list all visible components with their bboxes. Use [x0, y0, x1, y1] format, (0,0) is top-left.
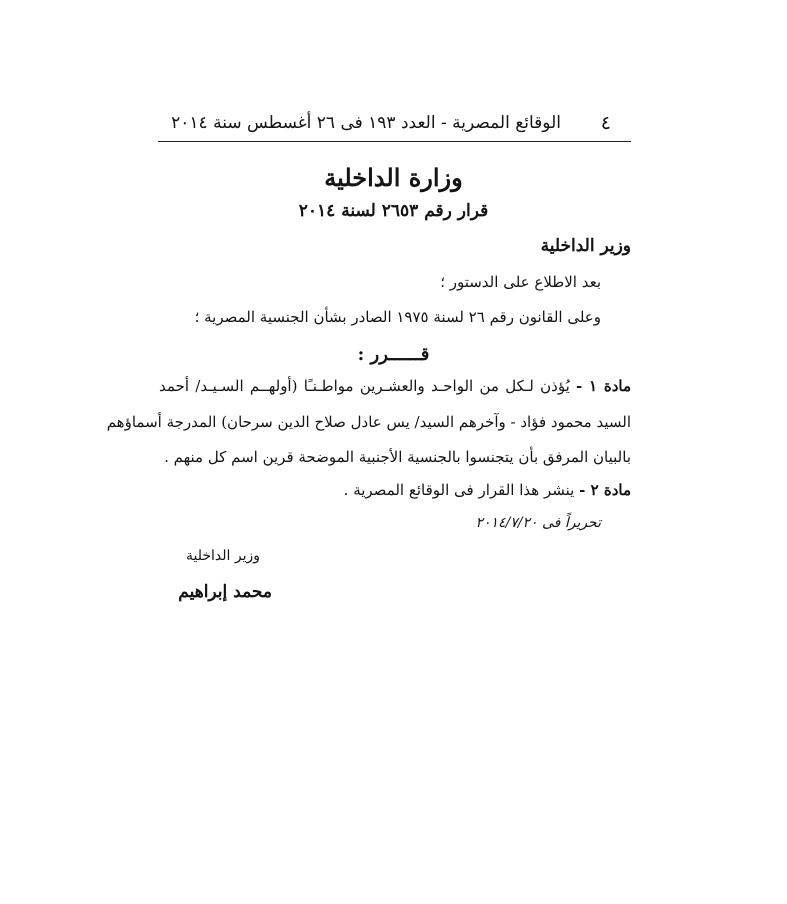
page-number: ٤ [600, 112, 611, 134]
date-line: تحريراً فى ٢٠١٤/٧/٢٠ [475, 515, 601, 531]
article-2 [344, 481, 631, 499]
article-2-label: مادة ٢ - [579, 481, 631, 499]
header-rule [158, 141, 631, 142]
article-1-label: مادة ١ - [576, 377, 631, 395]
decree-title: قرار رقم ٢٦٥٣ لسنة ٢٠١٤ [298, 201, 489, 221]
decides-heading: قــــــرر : [357, 344, 430, 365]
signature-name: محمد إبراهيم [178, 582, 272, 602]
preamble-law: وعلى القانون رقم ٢٦ لسنة ١٩٧٥ الصادر بشأن الجنسية المصرية ؛ [194, 308, 601, 326]
article-2-text: ينشر هذا القرار فى الوقائع المصرية . [343, 481, 575, 499]
preamble-constitution: بعد الاطلاع على الدستور ؛ [440, 273, 601, 291]
ministry-title: وزارة الداخلية [324, 163, 463, 192]
signature-title: وزير الداخلية [185, 548, 260, 564]
article-1-line-2: السيد محمود فؤاد - وآخرهم السيد/ يس عادل صلاح الدين سرحان) المدرجة أسماؤهم [106, 413, 631, 431]
minister-heading: وزير الداخلية [540, 236, 631, 256]
article-1-line-3: بالبيان المرفق بأن يتجنسوا بالجنسية الأجنبية الموضحة قرين اسم كل منهم . [164, 448, 631, 466]
article-1-text-line-1: يُؤذن لـكل من الواحـد والعشـرين مواطـنـًا (أولهــم السـيـد/ أحمد [159, 377, 570, 395]
gazette-header-title: الوقائع المصرية - العدد ١٩٣ فى ٢٦ أغسطس سنة ٢٠١٤ [171, 113, 561, 133]
article-1-line-1 [159, 377, 631, 395]
